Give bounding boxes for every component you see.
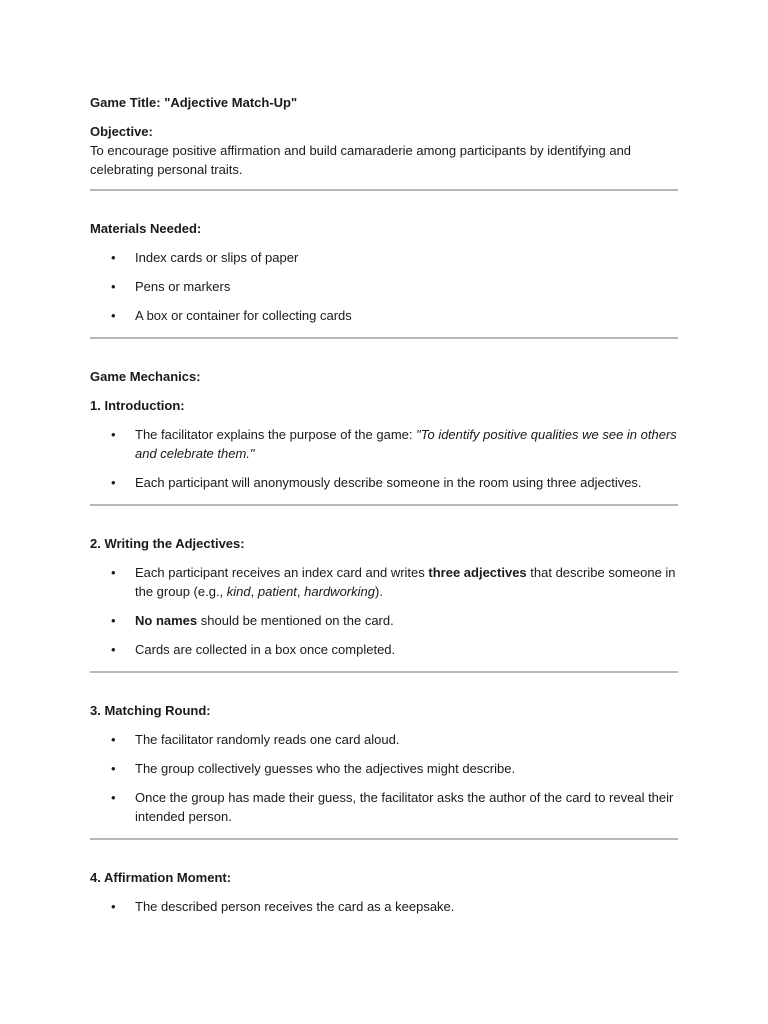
game-title-value: "Adjective Match-Up"	[164, 95, 298, 110]
bullet-icon: •	[111, 475, 116, 490]
list-item-text: The facilitator randomly reads one card aloud.	[135, 732, 400, 747]
game-title-label: Game Title:	[90, 95, 161, 110]
writing-item3: Cards are collected in a box once completed.	[135, 642, 396, 657]
game-title-line	[90, 93, 678, 112]
bullet-icon: •	[111, 250, 116, 265]
bullet-icon: •	[111, 642, 116, 657]
bullet-icon: •	[111, 565, 116, 580]
writing-item1-end: ).	[374, 584, 383, 599]
materials-heading: Materials Needed:	[90, 221, 202, 236]
list-item	[90, 248, 678, 267]
affirmation-heading: 4. Affirmation Moment:	[90, 870, 232, 885]
matching-heading: 3. Matching Round:	[90, 703, 211, 718]
list-item	[90, 640, 678, 659]
example-kind: kind	[226, 584, 251, 599]
document-content	[90, 93, 678, 916]
list-item-text: Index cards or slips of paper	[135, 250, 299, 265]
list-item-text: A box or container for collecting cards	[135, 308, 352, 323]
bullet-icon: •	[111, 899, 116, 914]
introduction-list	[90, 425, 678, 492]
bullet-icon: •	[111, 613, 116, 628]
objective-text: To encourage positive affirmation and build camaraderie among participants by identifying and celebrating personal traits.	[90, 143, 632, 177]
example-patient: patient	[257, 584, 297, 599]
divider-1	[90, 189, 678, 191]
materials-list	[90, 248, 678, 325]
matching-list	[90, 730, 678, 826]
list-item	[90, 306, 678, 325]
divider-3	[90, 504, 678, 506]
writing-item2-rest: should be mentioned on the card.	[197, 613, 394, 628]
writing-item1-prefix: Each participant receives an index card and writes	[135, 565, 429, 580]
bullet-icon: •	[111, 308, 116, 323]
bullet-icon: •	[111, 279, 116, 294]
bullet-icon: •	[111, 790, 116, 805]
writing-item2-bold: No names	[135, 613, 198, 628]
list-item-text: Pens or markers	[135, 279, 231, 294]
writing-item1-mid: that describe someone in the group (e.g.,	[135, 565, 676, 599]
list-item	[90, 759, 678, 778]
writing-heading: 2. Writing the Adjectives:	[90, 536, 245, 551]
list-item-text: Once the group has made their guess, the facilitator asks the author of the card to reveal their intended person.	[135, 790, 674, 824]
intro-item1-quote: "To identify positive qualities we see in others and celebrate them."	[135, 427, 677, 461]
bullet-icon: •	[111, 427, 116, 442]
list-item	[90, 425, 678, 463]
list-item	[90, 730, 678, 749]
list-item	[90, 611, 678, 630]
list-item	[90, 563, 678, 601]
list-item	[90, 788, 678, 826]
intro-item1-prefix: The facilitator explains the purpose of the game:	[135, 427, 417, 442]
divider-2	[90, 337, 678, 339]
example-hardworking: hardworking	[304, 584, 375, 599]
bullet-icon: •	[111, 761, 116, 776]
separator: ,	[250, 584, 258, 599]
separator: ,	[296, 584, 305, 599]
writing-list	[90, 563, 678, 659]
bullet-icon: •	[111, 732, 116, 747]
list-item	[90, 897, 678, 916]
list-item-text: The group collectively guesses who the adjectives might describe.	[135, 761, 516, 776]
writing-item1-bold: three adjectives	[428, 565, 527, 580]
list-item	[90, 473, 678, 492]
divider-5	[90, 838, 678, 840]
list-item	[90, 277, 678, 296]
mechanics-heading: Game Mechanics:	[90, 369, 201, 384]
list-item-text: The described person receives the card as a keepsake.	[135, 899, 455, 914]
intro-item2: Each participant will anonymously describe someone in the room using three adjectives.	[135, 475, 642, 490]
objective-label: Objective:	[90, 124, 153, 139]
introduction-heading: 1. Introduction:	[90, 398, 185, 413]
divider-4	[90, 671, 678, 673]
affirmation-list	[90, 897, 678, 916]
